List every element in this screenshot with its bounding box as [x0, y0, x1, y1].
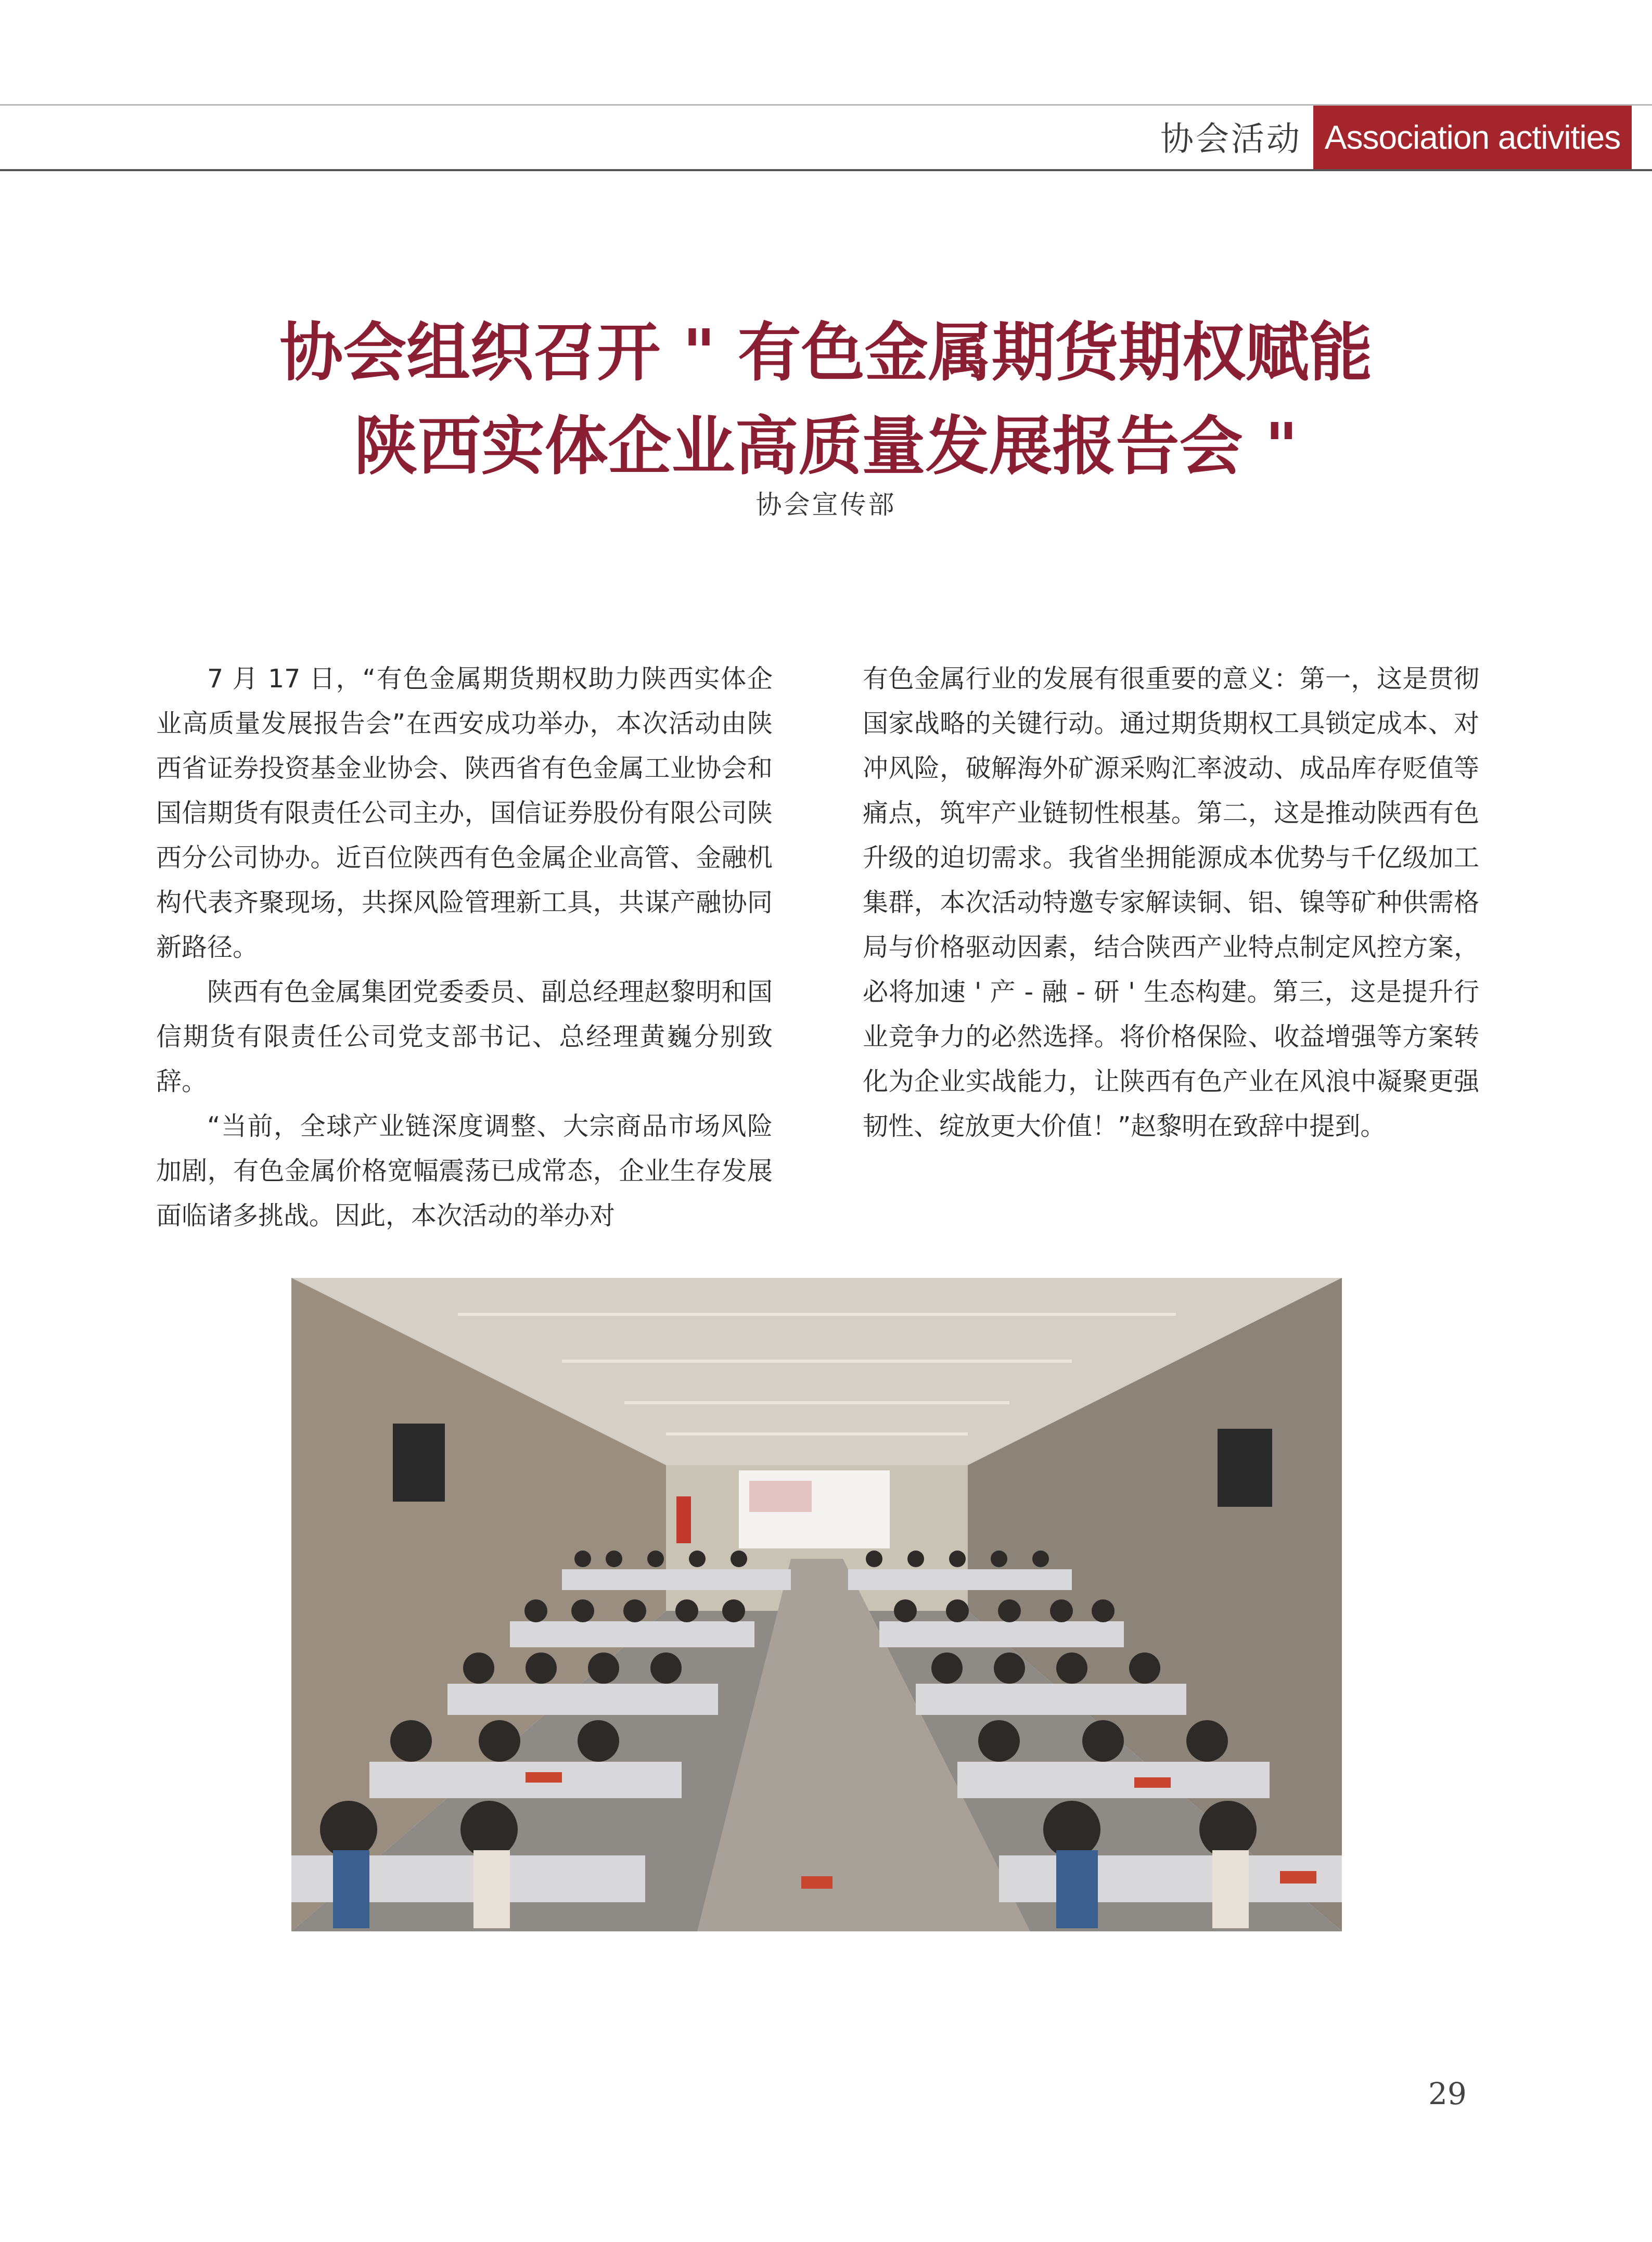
article-column-right: [863, 657, 1479, 1149]
conference-hall-photo: [291, 1278, 1342, 1931]
article-column-left: [156, 657, 773, 1238]
section-label-en-box: [1313, 106, 1632, 169]
paragraph: “当前，全球产业链深度调整、大宗商品市场风险加剧，有色金属价格宽幅震荡已成常态，企业生存发展面临诸多挑战。因此，本次活动的举办对: [156, 1111, 773, 1231]
paragraph: 陕西有色金属集团党委委员、副总经理赵黎明和国信期货有限责任公司党支部书记、总经理黄巍分别致辞。: [156, 977, 773, 1096]
paragraph: 有色金属行业的发展有很重要的意义：第一，这是贯彻国家战略的关键行动。通过期货期权工具锁定成本、对冲风险，破解海外矿源采购汇率波动、成品库存贬值等痛点，筑牢产业链韧性根基。第二，这是推动陕西有色升级的迫切需求。我省坐拥能源成本优势与千亿级加工集群，本次活动特邀专家解读铜、铝、镍等矿种供需格局与价格驱动因素，结合陕西产业特点制定风控方案，必将加速 ' 产 - 融 - 研 ' 生态构建。第三，这是提升行业竞争力的必然选择。将价格保险、收益增强等方案转化为企业实战能力，让陕西有色产业在风浪中凝聚更强韧性、绽放更大价值！”赵黎明在致辞中提到。: [863, 664, 1479, 1141]
article-title-line2: 陕西实体企业高质量发展报告会 ": [354, 408, 1298, 483]
conference-photo-illustration: [291, 1278, 1342, 1931]
article-byline: 协会宣传部: [755, 490, 897, 520]
header-rule-bottom: [0, 169, 1652, 171]
section-label-en: Association activities: [1324, 119, 1621, 156]
article-title-line1: 协会组织召开 " 有色金属期货期权赋能: [279, 315, 1373, 390]
section-label-cn: 协会活动: [1160, 120, 1302, 159]
page-number: 29: [1428, 2076, 1467, 2111]
paragraph: 7 月 17 日，“有色金属期货期权助力陕西实体企业高质量发展报告会”在西安成功举办，本次活动由陕西省证券投资基金业协会、陕西省有色金属工业协会和国信期货有限责任公司主办，国信证券股份有限公司陕西分公司协办。近百位陕西有色金属企业高管、金融机构代表齐聚现场，共探风险管理新工具，共谋产融协同新路径。: [156, 664, 773, 962]
